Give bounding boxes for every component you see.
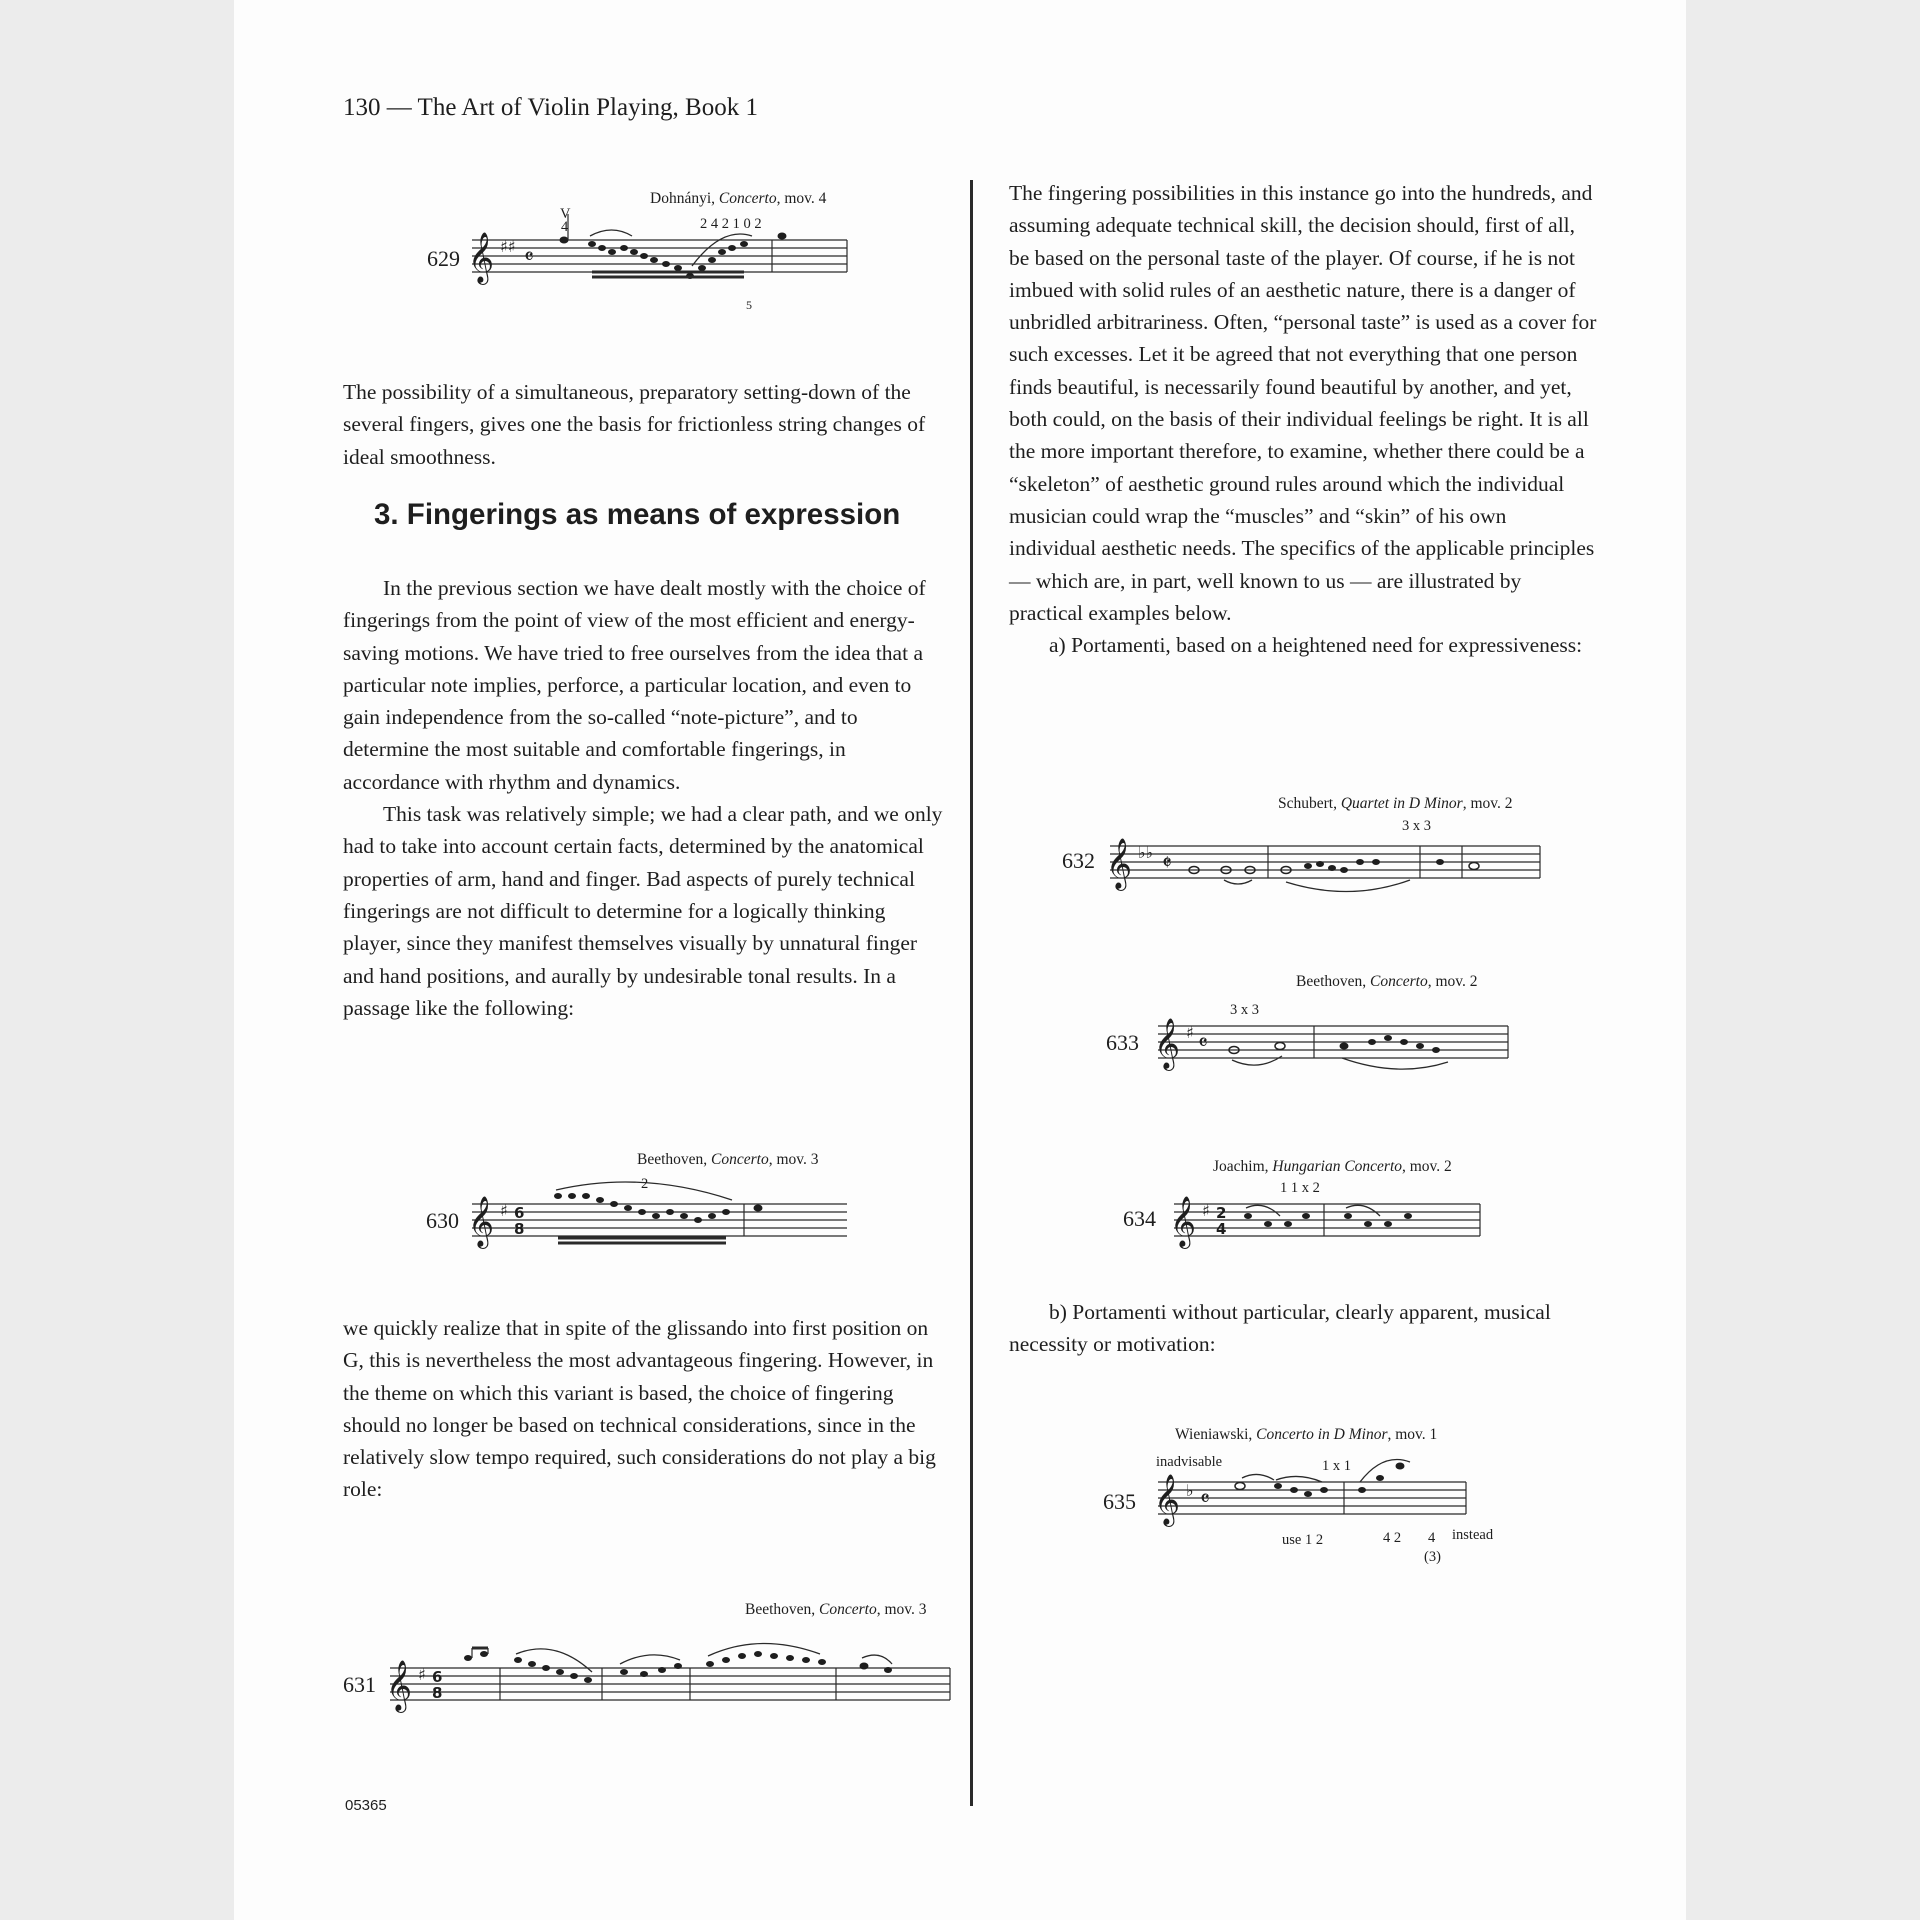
svg-text:2: 2 [1216,1204,1227,1222]
svg-text:𝄴: 𝄴 [1200,1487,1210,1512]
left-paragraph-1: The possibility of a simultaneous, preparatory setting-down of the several fingers, gives one the basis for frictionless string changes of ideal smoothness. [343,380,926,469]
example-632-fingerings: 3 x 3 [1402,818,1431,834]
example-630-staff [462,1172,852,1262]
example-629-number: 629 [427,246,460,271]
svg-text:♯: ♯ [500,1201,508,1220]
example-630-number: 630 [426,1208,459,1233]
example-634-staff [1164,1180,1484,1260]
svg-text:8: 8 [432,1684,443,1702]
example-635-alt-fingering: 4 2 [1383,1530,1402,1546]
svg-text:𝄵: 𝄵 [1162,851,1172,876]
example-629-lower-finger: 5 [746,298,752,312]
example-635-inadvisable: inadvisable [1156,1454,1223,1470]
treble-clef-icon: 𝄞 [1154,1474,1181,1525]
svg-text:♯♯: ♯♯ [500,237,516,256]
example-630-finger: 2 [641,1176,649,1192]
left-paragraph-4: we quickly realize that in spite of the glissando into first position on G, this is nevertheless the most advantageous fingering. However, in the theme on which this variant is based, the choice of fingering should no longer be based on technical considerations, since in the relatively slow tempo required, such considerations do not play a big role: [343,1316,936,1502]
running-header: 130 — The Art of Violin Playing, Book 1 [343,94,758,121]
example-629-caption: Dohnányi, Concerto, mov. 4 [650,190,827,207]
right-paragraph-3: b) Portamenti without particular, clearly apparent, musical necessity or motivation: [1009,1300,1551,1357]
treble-clef-icon: 𝄞 [1154,1018,1181,1069]
svg-text:4: 4 [1216,1220,1227,1238]
left-paragraph-2: In the previous section we have dealt mostly with the choice of fingerings from the point of view of the most efficient and energy-saving motions. We have tried to free ourselves from the idea that a particular note implies, perforce, a particular location, and even to gain independence from the so-called “note-picture”, and to determine the most suitable and comfortable fingerings, in accordance with rhythm and dynamics. [343,576,926,794]
example-632-caption: Schubert, Quartet in D Minor, mov. 2 [1278,795,1513,812]
svg-text:6: 6 [514,1204,525,1222]
example-632-number: 632 [1062,848,1095,873]
example-634-fingerings: 1 1 x 2 [1280,1180,1320,1196]
example-634-number: 634 [1123,1206,1156,1231]
example-633-fingerings: 3 x 3 [1230,1002,1259,1018]
right-paragraph-1: The fingering possibilities in this instance go into the hundreds, and assuming adequate technical skill, the decision should, first of all, be based on the personal taste of the player. Of course, if he is not imbued with solid rules of an aesthetic nature, there is a danger of unbridled arbitrariness. Often, “personal taste” is used as a cover for such excesses. Let it be agreed that not everything that one person finds beautiful, is necessarily found beautiful by another, and yet, both could, on the basis of their individual feelings be right. It is all the more important therefore, to examine, whether there could be a “skeleton” of aesthetic ground rules around which the individual musician could wrap the “muscles” and “skin” of his own individual aesthetic needs. The specifics of the applicable principles — which are, in part, well known to us — are illustrated by practical examples below. [1009,181,1597,625]
treble-clef-icon: 𝄞 [1106,838,1133,889]
example-635-fingerings: 1 x 1 [1322,1458,1351,1474]
treble-clef-icon: 𝄞 [468,232,495,283]
svg-text:♯: ♯ [1202,1201,1210,1220]
left-paragraph-block [343,572,943,1024]
left-paragraph-3: This task was relatively simple; we had a clear path, and we only had to take into account certain facts, determined by the anatomical properties of arm, hand and finger. Bad aspects of purely technical fingerings are not difficult to determine for a logically thinking player, since they manifest themselves visually by unnatural finger and hand positions, and aurally by undesirable tonal results. In a passage like the following: [343,802,943,1020]
treble-clef-icon: 𝄞 [468,1196,495,1247]
svg-text:𝄴: 𝄴 [1198,1031,1208,1056]
example-635-use-fingering: use 1 2 [1282,1532,1324,1548]
example-631-number: 631 [343,1672,376,1697]
example-635-four: 4 [1428,1530,1436,1546]
example-629-finger-mark: 4 [561,219,569,235]
treble-clef-icon: 𝄞 [386,1660,413,1711]
svg-text:8: 8 [514,1220,525,1238]
right-paragraph-2: a) Portamenti, based on a heightened need for expressiveness: [1049,633,1583,658]
example-635-number: 635 [1103,1489,1136,1514]
treble-clef-icon: 𝄞 [1170,1196,1197,1247]
svg-text:6: 6 [432,1668,443,1686]
svg-text:♯: ♯ [418,1665,426,1684]
example-631-caption: Beethoven, Concerto, mov. 3 [745,1601,927,1618]
example-633-number: 633 [1106,1030,1139,1055]
catalog-code: 05365 [345,1797,387,1814]
example-635-staff [1148,1458,1468,1538]
right-paragraph-block [1009,177,1597,661]
svg-text:♯: ♯ [1186,1023,1194,1042]
svg-text:𝄴: 𝄴 [524,245,534,270]
example-635-caption: Wieniawski, Concerto in D Minor, mov. 1 [1175,1426,1438,1443]
example-633-staff [1148,1002,1518,1082]
example-630-caption: Beethoven, Concerto, mov. 3 [637,1151,819,1168]
example-629-bow-mark: V [560,206,571,222]
example-632-staff [1100,822,1550,902]
example-633-caption: Beethoven, Concerto, mov. 2 [1296,973,1478,990]
example-635-three: (3) [1424,1549,1441,1565]
column-divider [970,180,973,1806]
example-635-instead: instead [1452,1527,1494,1543]
example-629-staff [462,206,852,316]
example-634-caption: Joachim, Hungarian Concerto, mov. 2 [1213,1158,1452,1175]
svg-text:♭: ♭ [1186,1481,1194,1500]
section-heading: 3. Fingerings as means of expression [374,498,901,531]
svg-text:♭♭: ♭♭ [1138,843,1154,862]
example-629-fingerings: 2 4 2 1 0 2 [700,216,762,232]
example-631-staff [380,1628,955,1718]
